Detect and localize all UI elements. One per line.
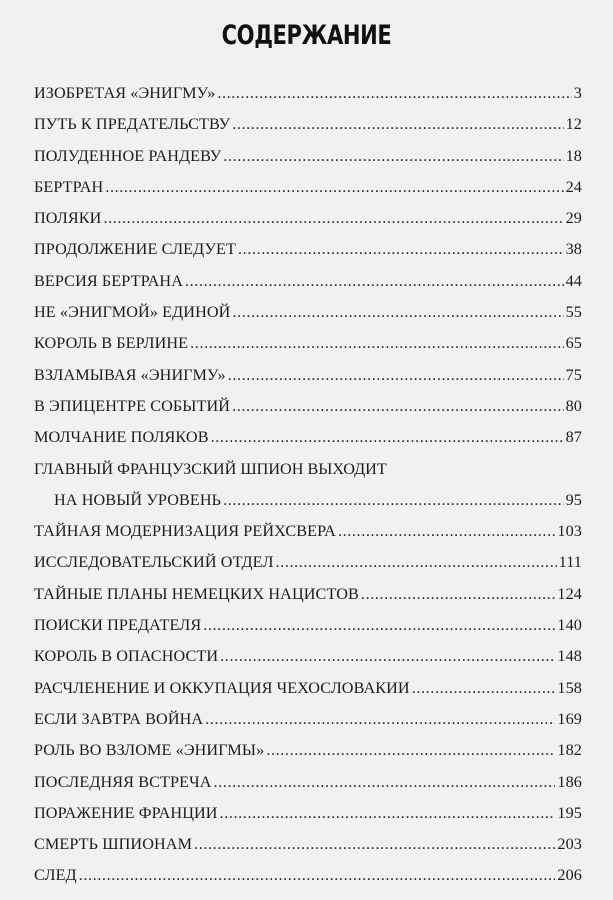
toc-entry-title: КОРОЛЬ В ОПАСНОСТИ bbox=[34, 647, 219, 666]
toc-page-number: 182 bbox=[557, 741, 582, 760]
dot-leader bbox=[211, 422, 564, 453]
toc-page-number: 38 bbox=[565, 240, 582, 259]
toc-entry-row bbox=[34, 829, 582, 860]
toc-page-number: 186 bbox=[557, 772, 582, 791]
dot-leader bbox=[232, 109, 563, 140]
toc-entry-row bbox=[34, 141, 582, 172]
toc-page-number: 65 bbox=[565, 334, 582, 353]
toc-entry-title: БЕРТРАН bbox=[34, 177, 104, 196]
toc-entry-title: ТАЙНАЯ МОДЕРНИЗАЦИЯ РЕЙХСВЕРА bbox=[34, 522, 336, 541]
toc-entry bbox=[34, 172, 582, 203]
toc-entry-title: РАСЧЛЕНЕНИЕ И ОККУПАЦИЯ ЧЕХОСЛОВАКИИ bbox=[34, 678, 410, 697]
toc-entry-row bbox=[34, 422, 582, 453]
toc-entry-row bbox=[34, 391, 582, 422]
toc-entry bbox=[34, 829, 582, 860]
dot-leader bbox=[79, 860, 556, 891]
toc-page-number: 29 bbox=[565, 209, 582, 228]
toc-page-number: 12 bbox=[565, 115, 582, 134]
toc-entry bbox=[34, 610, 582, 641]
toc-page-number: 148 bbox=[557, 647, 582, 666]
dot-leader bbox=[203, 610, 555, 641]
dot-leader bbox=[412, 673, 556, 704]
toc-entry-title: ИЗОБРЕТАЯ «ЭНИГМУ» bbox=[34, 84, 216, 102]
dot-leader bbox=[338, 516, 555, 547]
toc-entry bbox=[34, 141, 582, 172]
toc-entry-title: СМЕРТЬ ШПИОНАМ bbox=[34, 835, 193, 854]
toc-entry bbox=[34, 673, 582, 704]
toc-page-number: 195 bbox=[557, 803, 582, 822]
toc-page-number: 206 bbox=[557, 866, 582, 885]
toc-page-number: 111 bbox=[558, 553, 582, 572]
toc-entry-row bbox=[34, 704, 582, 735]
toc-entry-row bbox=[34, 735, 582, 766]
toc-page-number: 203 bbox=[557, 835, 582, 854]
dot-leader bbox=[223, 485, 564, 516]
toc-entry-row bbox=[34, 579, 582, 610]
dot-leader bbox=[185, 266, 564, 297]
toc-entry-row bbox=[34, 78, 582, 109]
toc-page-number: 80 bbox=[565, 396, 582, 415]
dot-leader bbox=[228, 360, 564, 391]
toc-entry-title: ПОСЛЕДНЯЯ ВСТРЕЧА bbox=[34, 772, 212, 791]
toc-entry-row bbox=[34, 798, 582, 829]
toc-page-number: 95 bbox=[565, 490, 582, 509]
toc-entry bbox=[34, 454, 582, 517]
toc-entry-row bbox=[34, 266, 582, 297]
toc-entry-title: ПОИСКИ ПРЕДАТЕЛЯ bbox=[34, 616, 202, 635]
toc-entry-title: ПОЛЯКИ bbox=[34, 209, 102, 228]
toc-entry-row bbox=[34, 610, 582, 641]
toc-entry bbox=[34, 798, 582, 829]
toc-entry-title: НЕ «ЭНИГМОЙ» ЕДИНОЙ bbox=[34, 303, 231, 322]
toc-entry-title: ТАЙНЫЕ ПЛАНЫ НЕМЕЦКИХ НАЦИСТОВ bbox=[34, 584, 359, 603]
toc-entry bbox=[34, 78, 582, 109]
toc-entry-row bbox=[34, 860, 582, 891]
toc-entry-row bbox=[34, 234, 582, 265]
toc-entry bbox=[34, 391, 582, 422]
toc-entry bbox=[34, 422, 582, 453]
toc-entry bbox=[34, 360, 582, 391]
toc-entry bbox=[34, 860, 582, 891]
dot-leader bbox=[232, 391, 564, 422]
toc-page-number: 103 bbox=[557, 522, 582, 541]
dot-leader bbox=[105, 172, 563, 203]
toc-entry bbox=[34, 266, 582, 297]
toc-page-number: 140 bbox=[557, 616, 582, 635]
toc-page-number: 75 bbox=[565, 365, 582, 384]
dot-leader bbox=[190, 328, 563, 359]
toc-entry-row bbox=[34, 673, 582, 704]
toc-entry-title: ПОРАЖЕНИЕ ФРАНЦИИ bbox=[34, 803, 218, 822]
toc-entry bbox=[34, 297, 582, 328]
dot-leader bbox=[220, 641, 555, 672]
toc-page-number: 24 bbox=[565, 177, 582, 196]
toc-entry bbox=[34, 109, 582, 140]
toc-entry-title: ЕСЛИ ЗАВТРА ВОЙНА bbox=[34, 709, 204, 728]
dot-leader bbox=[103, 203, 563, 234]
toc-entry-title: ГЛАВНЫЙ ФРАНЦУЗСКИЙ ШПИОН ВЫХОДИТ bbox=[34, 459, 387, 478]
toc-entry-title: КОРОЛЬ В БЕРЛИНЕ bbox=[34, 334, 189, 353]
dot-leader bbox=[194, 829, 555, 860]
dot-leader bbox=[205, 704, 555, 735]
toc-entry bbox=[34, 704, 582, 735]
toc-entry-title: РОЛЬ ВО ВЗЛОМЕ «ЭНИГМЫ» bbox=[34, 741, 265, 760]
toc-entry-row bbox=[34, 203, 582, 234]
toc-page-number: 55 bbox=[565, 303, 582, 322]
toc-entry bbox=[34, 641, 582, 672]
table-of-contents bbox=[34, 78, 582, 892]
toc-entry bbox=[34, 735, 582, 766]
toc-page-number: 158 bbox=[557, 678, 582, 697]
toc-page-number: 3 bbox=[573, 84, 582, 102]
toc-entry-row bbox=[34, 328, 582, 359]
toc-entry-title: ПОЛУДЕННОЕ РАНДЕВУ bbox=[34, 146, 222, 165]
toc-page-number: 124 bbox=[557, 584, 582, 603]
toc-entry-row bbox=[34, 485, 582, 516]
dot-leader bbox=[217, 78, 571, 109]
toc-entry bbox=[34, 203, 582, 234]
toc-entry-title: ВЗЛАМЫВАЯ «ЭНИГМУ» bbox=[34, 365, 226, 384]
toc-entry bbox=[34, 767, 582, 798]
toc-entry bbox=[34, 579, 582, 610]
toc-page-number: 18 bbox=[565, 146, 582, 165]
dot-leader bbox=[223, 141, 563, 172]
toc-entry-title: ПРОДОЛЖЕНИЕ СЛЕДУЕТ bbox=[34, 240, 237, 259]
dot-leader bbox=[238, 234, 564, 265]
toc-entry bbox=[34, 234, 582, 265]
toc-entry bbox=[34, 328, 582, 359]
toc-entry-title: ВЕРСИЯ БЕРТРАНА bbox=[34, 271, 183, 290]
toc-entry-row bbox=[34, 547, 582, 578]
toc-entry-row bbox=[34, 767, 582, 798]
toc-entry-title-continued: НА НОВЫЙ УРОВЕНЬ bbox=[54, 490, 222, 509]
page-title: СОДЕРЖАНИЕ bbox=[221, 20, 392, 51]
toc-entry-row bbox=[34, 297, 582, 328]
toc-entry-title: СЛЕД bbox=[34, 866, 77, 885]
toc-entry-row bbox=[34, 109, 582, 140]
toc-entry-row bbox=[34, 516, 582, 547]
toc-entry-row bbox=[34, 360, 582, 391]
toc-entry-title: ПУТЬ К ПРЕДАТЕЛЬСТВУ bbox=[34, 115, 231, 134]
toc-entry-title: В ЭПИЦЕНТРЕ СОБЫТИЙ bbox=[34, 396, 231, 415]
toc-entry-row bbox=[34, 172, 582, 203]
toc-entry-title: МОЛЧАНИЕ ПОЛЯКОВ bbox=[34, 428, 209, 447]
toc-entry-row bbox=[34, 641, 582, 672]
dot-leader bbox=[266, 735, 555, 766]
dot-leader bbox=[220, 798, 556, 829]
toc-page-number: 87 bbox=[565, 428, 582, 447]
dot-leader bbox=[232, 297, 563, 328]
toc-entry bbox=[34, 516, 582, 547]
toc-entry-title: ИССЛЕДОВАТЕЛЬСКИЙ ОТДЕЛ bbox=[34, 553, 274, 572]
toc-page-number: 169 bbox=[557, 709, 582, 728]
dot-leader bbox=[276, 547, 557, 578]
toc-page-number: 44 bbox=[565, 271, 582, 290]
toc-entry bbox=[34, 547, 582, 578]
dot-leader bbox=[214, 767, 556, 798]
dot-leader bbox=[361, 579, 555, 610]
